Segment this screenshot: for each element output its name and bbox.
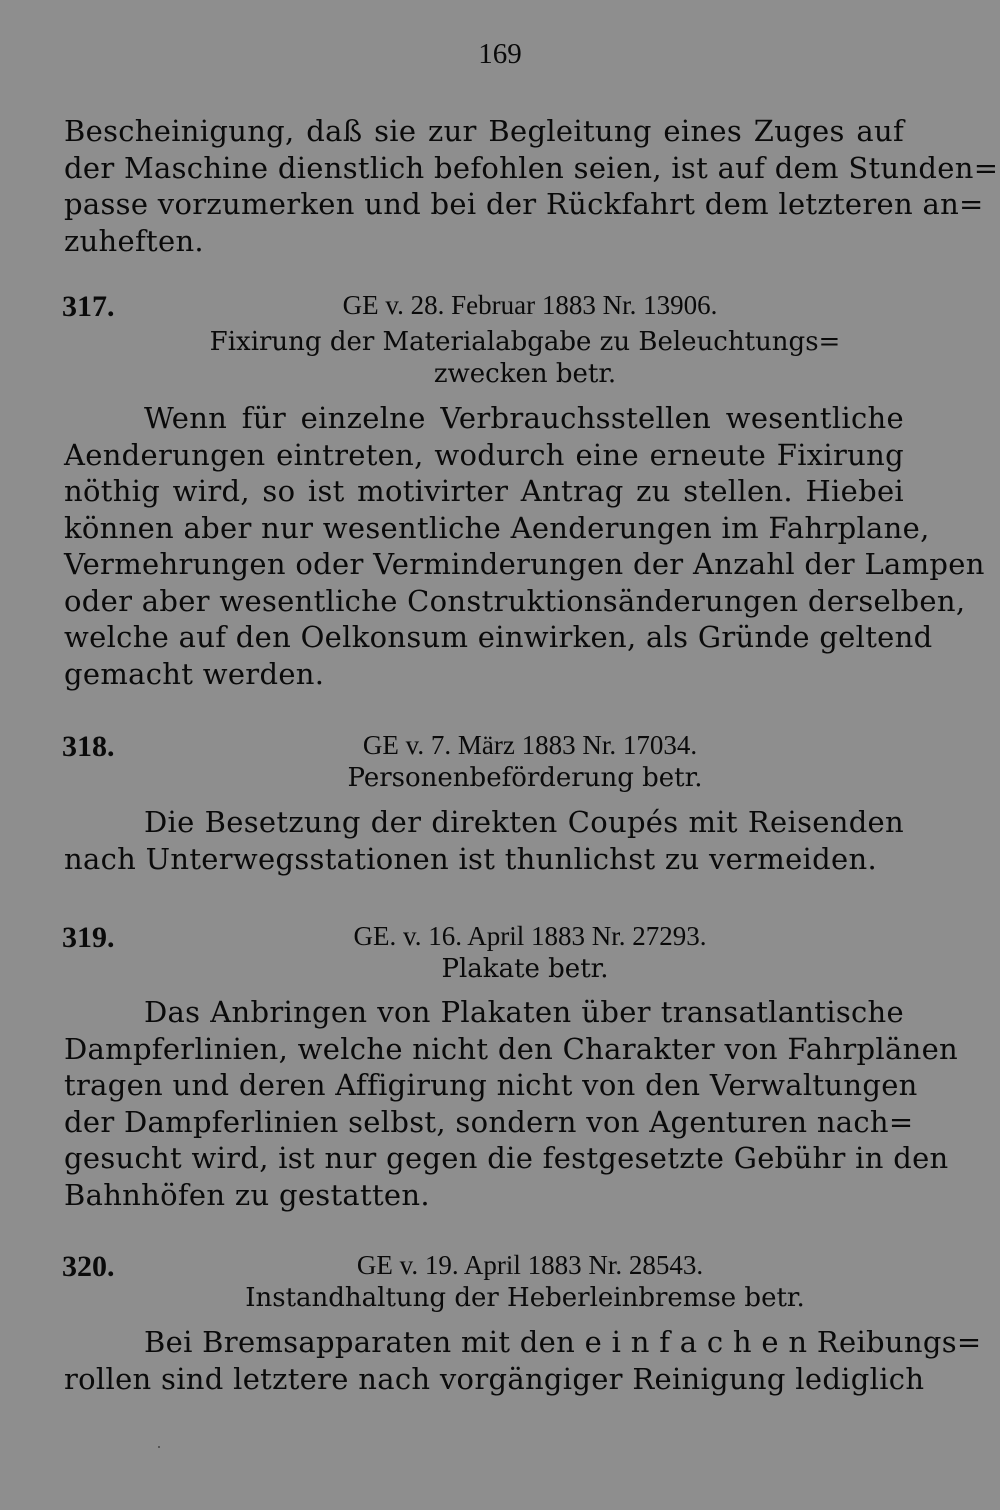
entry-318-subject (0, 762, 1000, 794)
entry-317-subject (0, 326, 1000, 390)
entry-reference: GE v. 28. Februar 1883 Nr. 13906. (342, 290, 718, 320)
entry-317-body (64, 400, 985, 692)
text-line: rollen sind letztere nach vorgängiger Reinigung lediglich (64, 1361, 925, 1396)
text-line: gesucht wird, ist nur gegen die festgesetzte Gebühr in den (64, 1141, 949, 1175)
entry-number: 318. (62, 730, 115, 763)
text-line: Aenderungen eintreten, wodurch eine erneute Fixirung (64, 437, 904, 472)
subject-line: Instandhaltung der Heberleinbremse betr. (245, 1283, 805, 1313)
entry-reference: GE v. 7. März 1883 Nr. 17034. (362, 730, 698, 760)
text-line: Wenn für einzelne Verbrauchsstellen wesentliche (144, 401, 904, 435)
entry-319-body (64, 994, 959, 1213)
intro-paragraph (64, 113, 999, 259)
entry-number: 319. (62, 921, 115, 954)
subject-line: Fixirung der Materialabgabe zu Beleuchtungs= (209, 327, 841, 357)
entry-320-subject (0, 1282, 1000, 1314)
text-line: gemacht werden. (64, 656, 325, 691)
text-line: zuheften. (64, 223, 204, 258)
entry-320-body (64, 1324, 982, 1397)
subject-line: Personenbeförderung betr. (347, 763, 703, 793)
text-line: nöthig wird, so ist motivirter Antrag zu stellen. Hiebei (64, 474, 904, 508)
text-line: der Dampferlinien selbst, sondern von Agenturen nach= (64, 1104, 914, 1139)
text-line: nach Unterwegsstationen ist thunlichst zu vermeiden. (64, 841, 877, 876)
entry-reference: GE. v. 16. April 1883 Nr. 27293. (353, 921, 707, 951)
entry-number: 320. (62, 1250, 115, 1283)
page-number: 169 (478, 38, 522, 70)
text-line: der Maschine dienstlich befohlen seien, ist auf dem Stunden= (64, 150, 999, 185)
entry-number: 317. (62, 290, 115, 323)
text-line: Die Besetzung der direkten Coupés mit Reisenden (144, 805, 904, 839)
text-line: passe vorzumerken und bei der Rückfahrt dem letzteren an= (64, 187, 984, 221)
subject-line: zwecken betr. (433, 359, 617, 389)
subject-line: Plakate betr. (441, 954, 609, 984)
text-line: Vermehrungen oder Verminderungen der Anzahl der Lampen (64, 547, 985, 581)
text-line: Bahnhöfen zu gestatten. (64, 1177, 430, 1212)
text-line: Bescheinigung, daß sie zur Begleitung eines Zuges auf (64, 114, 904, 148)
print-speck (158, 1446, 160, 1448)
entry-319-subject (0, 953, 1000, 985)
entry-reference: GE v. 19. April 1883 Nr. 28543. (356, 1250, 704, 1280)
text-line: Bei Bremsapparaten mit den e i n f a c h e n Reibungs= (144, 1325, 982, 1359)
entry-318-body (64, 804, 904, 877)
text-line: Dampferlinien, welche nicht den Charakter von Fahrplänen (64, 1031, 959, 1066)
text-line: oder aber wesentliche Construktionsänderungen derselben, (64, 583, 966, 618)
text-line: Das Anbringen von Plakaten über transatlantische (144, 995, 904, 1029)
text-line: tragen und deren Affigirung nicht von den Verwaltungen (64, 1068, 918, 1102)
text-line: welche auf den Oelkonsum einwirken, als Gründe geltend (64, 620, 933, 654)
text-line: können aber nur wesentliche Aenderungen im Fahrplane, (64, 510, 930, 545)
